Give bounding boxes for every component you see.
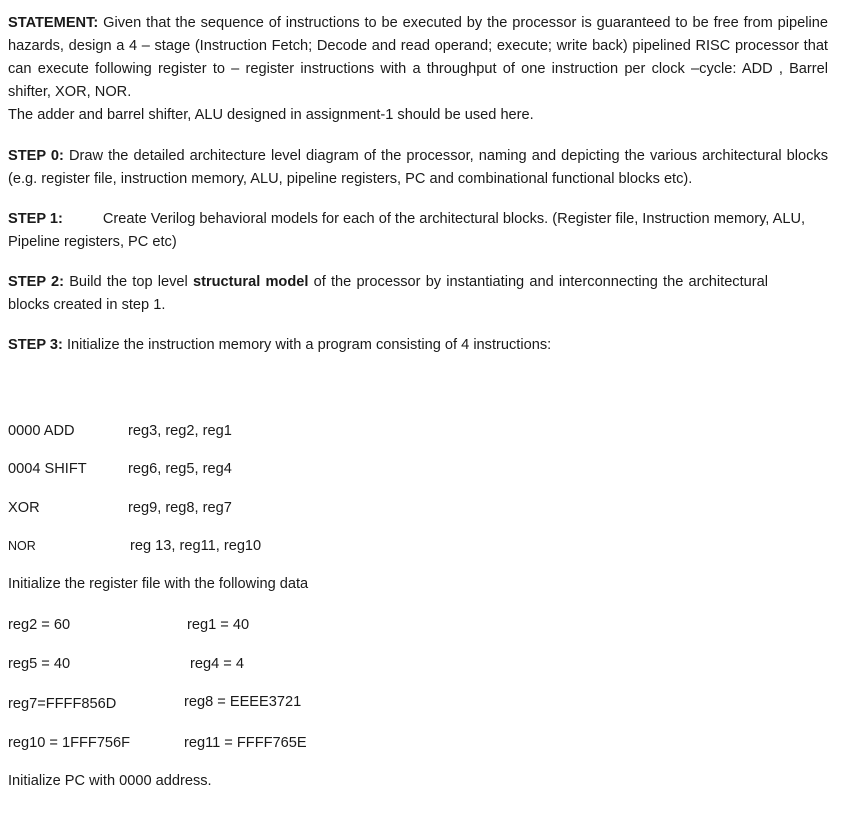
statement-label: STATEMENT: xyxy=(8,15,99,31)
instruction-operands: reg 13, reg11, reg10 xyxy=(130,538,262,554)
step0-label: STEP 0: xyxy=(8,148,64,164)
instruction-operands: reg3, reg2, reg1 xyxy=(128,423,232,439)
step2-text-before: Build the top level xyxy=(69,274,188,290)
register-value: reg11 = FFFF765E xyxy=(184,735,307,751)
register-value: reg7=FFFF856D xyxy=(8,696,117,712)
step3-paragraph xyxy=(8,334,828,357)
step0-paragraph xyxy=(8,145,828,191)
step0-text: Draw the detailed architecture level diagram of the processor, naming and depicting the various architectural blocks (e.g. register file, instruction memory, ALU, pipeline registers, PC and combinational functional blocks etc). xyxy=(8,148,829,187)
step2-label: STEP 2: xyxy=(8,274,65,290)
step1-text: Create Verilog behavioral models for each of the architectural blocks. (Register file, Instruction memory, ALU, Pipeline registers, PC etc) xyxy=(8,211,806,250)
instruction-operands: reg9, reg8, reg7 xyxy=(128,500,232,516)
instruction-operands: reg6, reg5, reg4 xyxy=(128,461,232,477)
step3-text: Initialize the instruction memory with a program consisting of 4 instructions: xyxy=(66,337,552,353)
instruction-op: 0004 SHIFT xyxy=(8,461,87,477)
instruction-op: NOR xyxy=(8,539,36,553)
register-value: reg4 = 4 xyxy=(190,656,244,672)
step2-bold: structural model xyxy=(192,274,309,290)
register-value: reg10 = 1FFF756F xyxy=(8,735,131,751)
instruction-op: XOR xyxy=(8,500,40,516)
register-value: reg1 = 40 xyxy=(187,617,250,633)
step2-text-after: of the processor by instantiating and interconnecting the architectural blocks created in step 1. xyxy=(8,274,768,313)
statement-paragraph xyxy=(8,12,828,104)
statement-text: Given that the sequence of instructions to be executed by the processor is guaranteed to be free from pipeline hazards, design a 4 – stage (Instruction Fetch; Decode and read operand; execute; write back) pipelined RISC processor that can execute following register to – register instructions with a throughput of one instruction per clock –cycle: ADD , Barrel shifter, XOR, NOR. xyxy=(8,15,828,100)
step1-paragraph xyxy=(8,208,828,254)
register-value: reg2 = 60 xyxy=(8,617,71,633)
register-value: reg8 = EEEE3721 xyxy=(184,694,302,710)
register-value: reg5 = 40 xyxy=(8,656,71,672)
statement-note: The adder and barrel shifter, ALU designed in assignment-1 should be used here. xyxy=(8,107,534,123)
step2-paragraph xyxy=(8,271,768,317)
register-init-heading: Initialize the register file with the following data xyxy=(8,576,309,592)
instruction-op: 0000 ADD xyxy=(8,423,75,439)
pc-init-text: Initialize PC with 0000 address. xyxy=(8,773,212,789)
assignment-document xyxy=(8,12,828,357)
step1-label: STEP 1: xyxy=(8,211,63,227)
step3-label: STEP 3: xyxy=(8,337,63,353)
